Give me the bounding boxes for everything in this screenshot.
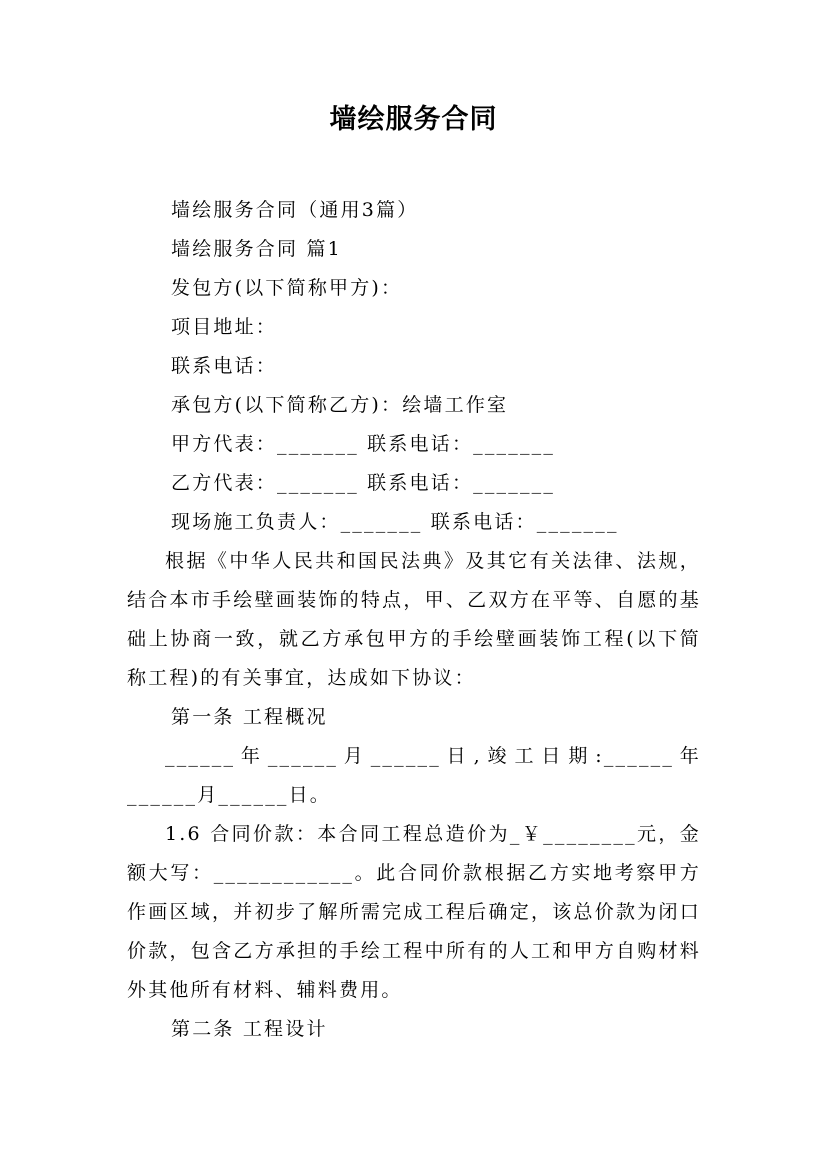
site-manager-line: 现场施工负责人：_______ 联系电话：_______ <box>171 511 619 533</box>
document-body <box>127 191 701 1049</box>
contact-phone-line: 联系电话： <box>171 355 278 377</box>
project-address-line: 项目地址： <box>171 316 278 338</box>
article-2-heading: 第二条 工程设计 <box>171 1018 328 1040</box>
party-b-representative-line: 乙方代表：_______ 联系电话：_______ <box>171 472 556 494</box>
document-title: 墙绘服务合同 <box>329 104 498 135</box>
party-a-representative-line: 甲方代表：_______ 联系电话：_______ <box>171 433 556 455</box>
paragraph-contract-price: 1.6 合同价款：本合同工程总造价为_￥________元，金额大写：____________。此合同价款根据乙方实地考察甲方作画区域，并初步了解所需完成工程后确定，该总价款为闭口价款，包含乙方承担的手绘工程中所有的人工和甲方自购材料外其他所有材料、辅料费用。 <box>127 823 701 1001</box>
paragraph-dates: ______年______月______日,竣工日期:______年______月______日。 <box>127 745 701 806</box>
article-1-heading: 第一条 工程概况 <box>171 706 328 728</box>
party-a-line: 发包方(以下简称甲方)： <box>171 277 403 299</box>
paragraph-legal-basis: 根据《中华人民共和国民法典》及其它有关法律、法规，结合本市手绘壁画装饰的特点，甲、乙双方在平等、自愿的基础上协商一致，就乙方承包甲方的手绘壁画装饰工程(以下简称工程)的有关事宜，达成如下协议： <box>127 550 701 689</box>
party-b-line: 承包方(以下简称乙方)：绘墙工作室 <box>171 394 509 416</box>
section-heading-line: 墙绘服务合同 篇1 <box>171 238 342 260</box>
subtitle-line: 墙绘服务合同（通用3篇） <box>171 199 419 221</box>
